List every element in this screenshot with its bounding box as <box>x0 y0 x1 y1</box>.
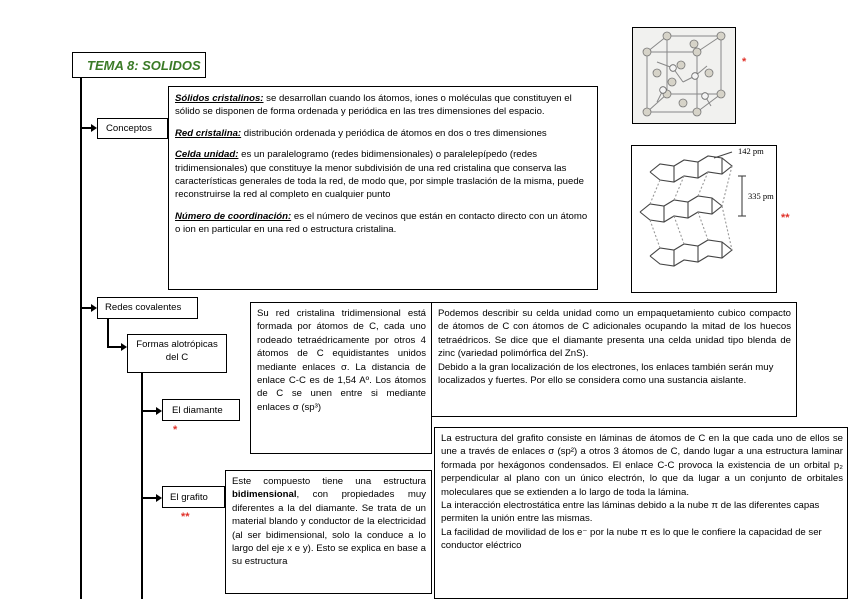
node-diamante-label: El diamante <box>172 405 223 416</box>
graphite-layers-image <box>631 145 777 293</box>
marker-graphite-image: ** <box>781 212 790 224</box>
grafito-box <box>225 470 432 594</box>
grafito-text-a: Este compuesto tiene una estructura <box>232 476 426 487</box>
def-numero: es el número de vecinos que están en contacto directo con un átomo o ion en particular en una red o estructura cristalina. <box>175 210 588 236</box>
label-335pm: 335 pm <box>748 191 774 201</box>
node-redes-label: Redes covalentes <box>105 302 182 313</box>
diamante-red-text: Su red cristalina tridimensional está formada por átomos de C, cada uno rodeado tetraédricamente por otros 4 átomos de C equidistantes unidos mediante enlaces σ. La distancia de enlace C-C es de 1,54 Aº. Los átomos de C se unen entre si mediante enlaces σ (sp³) <box>257 308 426 413</box>
def-celda: es un paralelogramo (redes bidimensionales) o paralelepípedo (redes tridimensionales) que constituye la menor subdivisión de una red cristalina que conserva las características generales de toda la red, de modo que, por simple traslación de la misma, puede reconstruirse la red al completo en cualquier punto <box>175 149 585 201</box>
node-conceptos <box>97 118 168 139</box>
diamante-electrones-text: Debido a la gran localización de los electrones, los enlaces también serán muy localizados y fuertes. Por ello se considera como una sustancia aislante. <box>438 361 774 387</box>
marker-grafito: ** <box>181 511 190 523</box>
term-numero: Número de coordinación: <box>175 210 292 222</box>
term-celda: Celda unidad: <box>175 149 239 161</box>
node-conceptos-label: Conceptos <box>106 123 152 134</box>
term-solidos: Sólidos cristalinos: <box>175 93 264 104</box>
def-red: distribución ordenada y periódica de átomos en dos o tres dimensiones <box>241 127 547 139</box>
connector-grafito <box>141 497 157 499</box>
connector-diamante <box>141 410 157 412</box>
diamond-cell-image <box>632 27 736 124</box>
grafito-text-b: bidimensional <box>232 489 297 501</box>
diamond-cell-diagram <box>633 28 735 123</box>
tree-trunk <box>80 78 82 599</box>
node-formas-label: Formas alotrópicas del C <box>136 339 218 364</box>
grafito-estructura-box <box>434 427 848 599</box>
grafito-movilidad-text: La facilidad de movilidad de los e⁻ por la nube π es lo que le confiere la capacidad de ser conductor eléctrico <box>441 526 822 552</box>
node-redes-covalentes <box>97 297 198 319</box>
page-title: TEMA 8: SOLIDOS <box>87 58 201 73</box>
diamante-red-box <box>250 302 432 454</box>
concepts-box <box>168 86 598 290</box>
connector-formas-down <box>141 373 143 599</box>
diamante-celda-box <box>431 302 797 417</box>
title-box <box>72 52 206 78</box>
marker-diamond-image: * <box>742 56 747 68</box>
graphite-layers-diagram <box>632 146 776 292</box>
connector-redes-down <box>107 319 109 347</box>
label-142pm: 142 pm <box>738 146 764 156</box>
node-el-grafito <box>162 486 225 508</box>
term-red: Red cristalina: <box>175 127 242 139</box>
connector-formas <box>107 346 122 348</box>
marker-diamante: * <box>173 424 178 436</box>
node-formas-alotropicas <box>127 334 227 373</box>
def-solidos: se desarrollan cuando los átomos, iones o moléculas que constituyen el sólido se disponen de forma ordenada y periódica en las tres dimensiones del espacio. <box>175 93 572 118</box>
grafito-text-c: , con propiedades muy diferentes a la del diamante. Se trata de un material blando y conductor de la electricidad (al ser bidimensional, solo la conduce a lo largo del eje x e y). Esto se explica en base a su estructura <box>232 489 426 568</box>
grafito-estructura-text: La estructura del grafito consiste en láminas de átomos de C en la que cada uno de ellos se une a través de enlaces σ (sp²) a otros 3 átomos de C, dando lugar a una estructura laminar formada por hexágonos condensados. El enlace C-C provoca la existencia de un orbital p₂ perpendicular al plano con un único electrón, lo que da lugar a un conjunto de orbitales moleculares que se extienden a lo largo de toda la lámina. <box>441 433 843 498</box>
node-grafito-label: El grafito <box>170 492 208 503</box>
grafito-interaccion-text: La interacción electrostática entre las láminas debido a la nube π de las diferentes capas permiten la unión entre las mismas. <box>441 500 820 525</box>
diamante-celda-text: Podemos describir su celda unidad como un empaquetamiento cubico compacto de átomos de C con átomos de C adicionales ocupando la mitad de los huecos tetraédricos. Se dice que el diamante presenta una celda unidad tipo blenda de zinc (variedad polimórfica del ZnS). <box>438 308 791 360</box>
node-el-diamante <box>162 399 240 421</box>
